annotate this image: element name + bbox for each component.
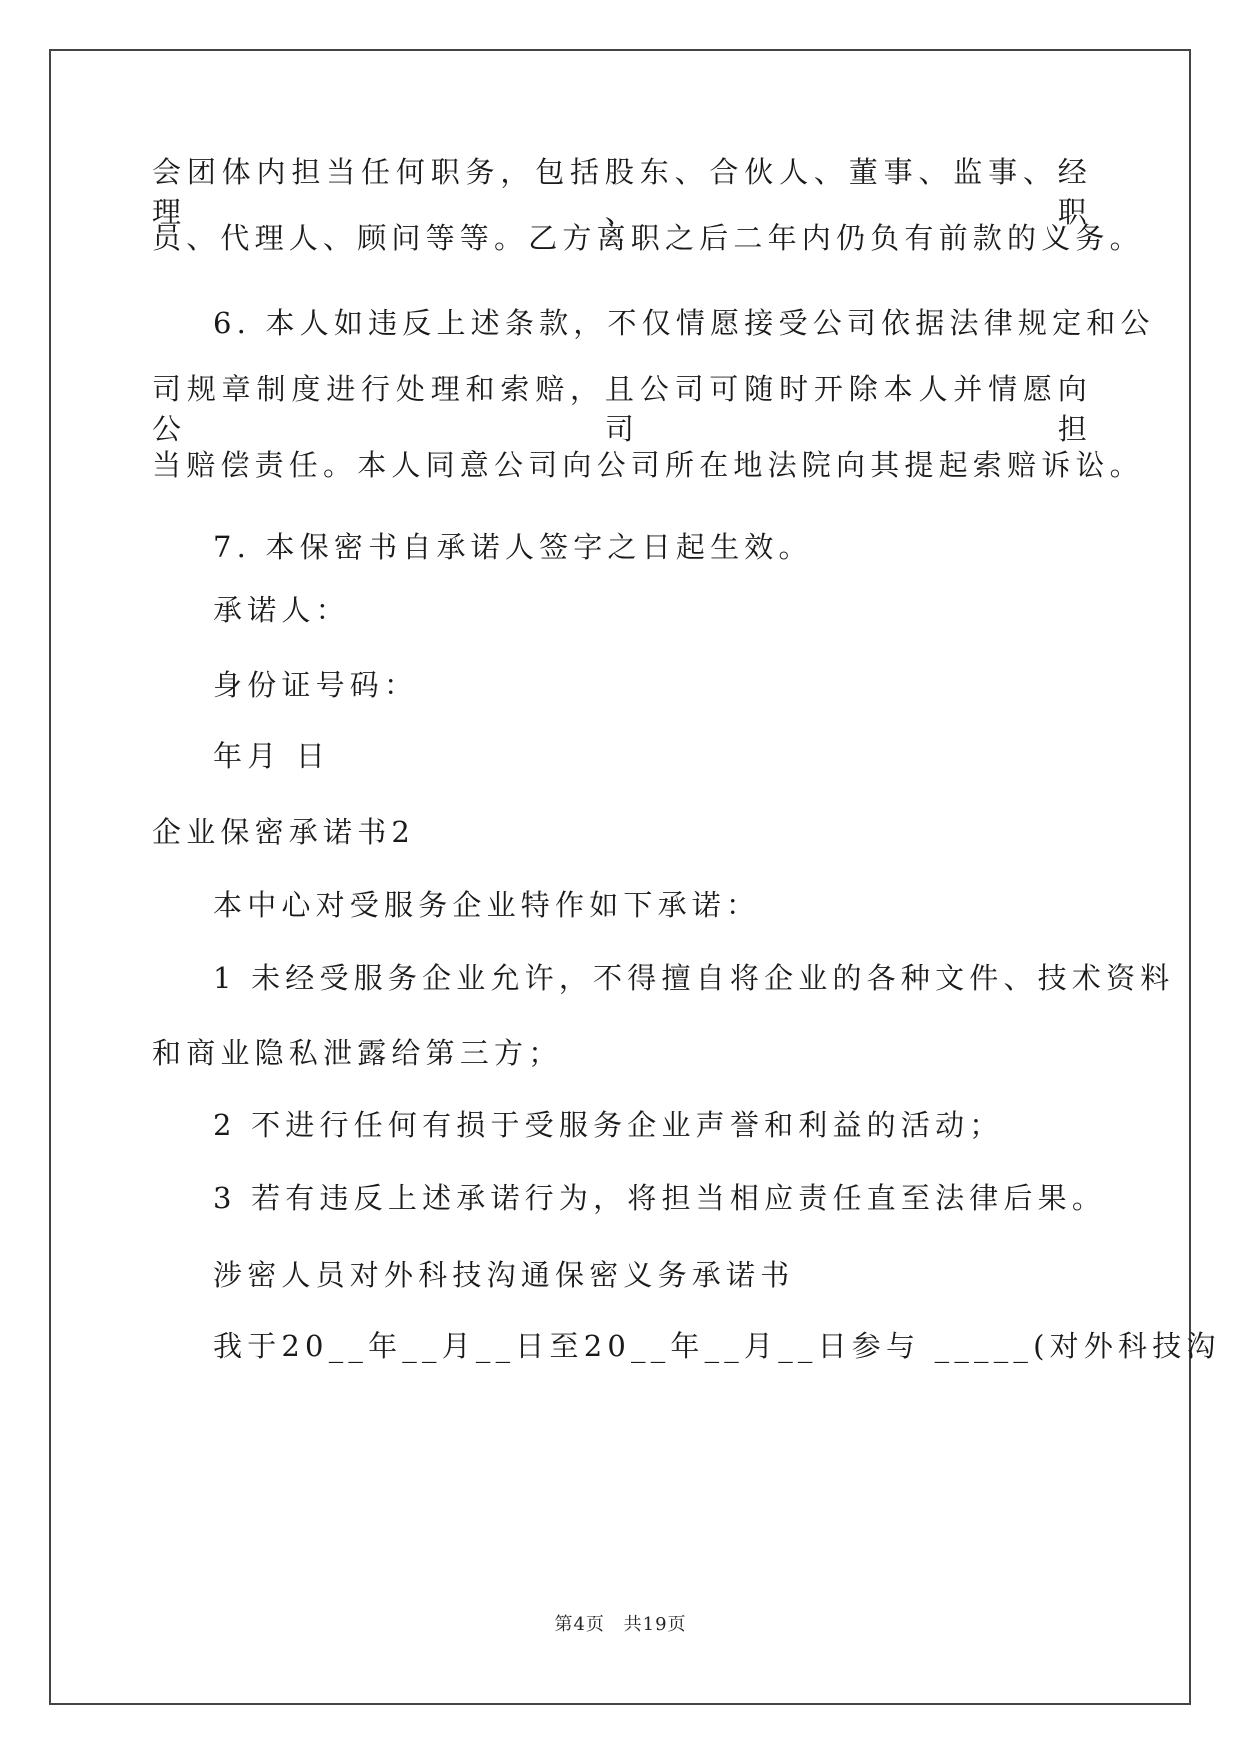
paragraph-line: 本中心对受服务企业特作如下承诺： (213, 888, 761, 922)
page-number: 第4页 (554, 1614, 605, 1635)
paragraph-line: 当赔偿责任。本人同意公司向公司所在地法院向其提起索赔诉讼。 (152, 448, 1144, 482)
clause-6-line: 6. 本人如违反上述条款，不仅情愿接受公司依据法律规定和公 (213, 306, 1155, 340)
promise-1-line: 1 未经受服务企业允许，不得擅自将企业的各种文件、技术资料 (213, 961, 1175, 995)
promise-3-line: 3 若有违反上述承诺行为，将担当相应责任直至法律后果。 (213, 1181, 1107, 1215)
paragraph-line: 我于20__年__月__日至20__年__月__日参与 _____(对外科技沟 (213, 1329, 1221, 1363)
promise-2-line: 2 不进行任何有损于受服务企业声誉和利益的活动； (213, 1108, 1004, 1142)
date-label: 年月 日 (213, 739, 331, 773)
paragraph-line: 会团体内担当任何职务，包括股东、合伙人、董事、监事、经理、职 (152, 155, 1092, 229)
page-border (49, 49, 1221, 1705)
signatory-label: 承诺人： (213, 593, 350, 627)
page-total: 共19页 (623, 1614, 687, 1635)
paragraph-line: 和商业隐私泄露给第三方； (152, 1036, 563, 1070)
paragraph-line: 司规章制度进行处理和索赔，且公司可随时开除本人并情愿向公司担 (152, 372, 1092, 446)
paragraph-line: 员、代理人、顾问等等。乙方离职之后二年内仍负有前款的义务。 (152, 221, 1144, 255)
id-number-label: 身份证号码： (213, 668, 419, 702)
clause-7-line: 7. 本保密书自承诺人签字之日起生效。 (213, 530, 813, 564)
page-footer (0, 1610, 1241, 1636)
section-title: 涉密人员对外科技沟通保密义务承诺书 (213, 1258, 795, 1292)
section-title: 企业保密承诺书2 (152, 815, 416, 849)
